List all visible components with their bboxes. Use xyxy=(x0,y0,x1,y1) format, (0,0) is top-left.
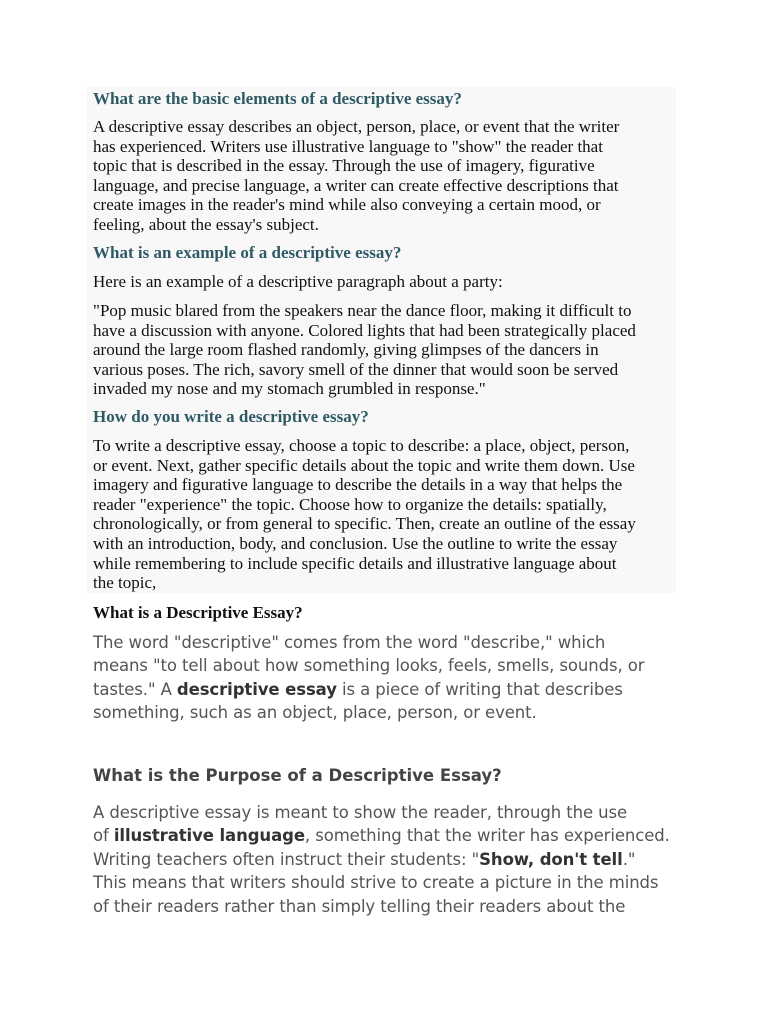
faq-answer-line: various poses. The rich, savory smell of the dinner that would soon be served xyxy=(93,359,619,379)
faq-answer-line: or event. Next, gather specific details about the topic and write them down. Use xyxy=(93,455,635,475)
text-run: ." xyxy=(622,849,636,869)
faq-answer-line: have a discussion with anyone. Colored lights that had been strategically placed xyxy=(93,320,636,340)
faq-answer-line: has experienced. Writers use illustrative language to "show" the reader that xyxy=(93,136,603,156)
paragraph-line: This means that writers should strive to create a picture in the minds xyxy=(93,873,659,893)
faq-answer-line: with an introduction, body, and conclusion. Use the outline to write the essay xyxy=(93,533,618,553)
bold-term: Show, don't tell xyxy=(479,849,623,869)
text-run: of xyxy=(93,826,114,846)
faq-answer-line: imagery and figurative language to describe the details in a way that helps the xyxy=(93,475,623,495)
faq-question-3: How do you write a descriptive essay? xyxy=(93,407,369,426)
faq-answer-3 xyxy=(93,436,683,593)
paragraph-line: A descriptive essay is meant to show the reader, through the use xyxy=(93,803,628,822)
text-run: , something that the writer has experienced. xyxy=(304,826,670,846)
faq-question-1: What are the basic elements of a descriptive essay? xyxy=(93,89,462,108)
faq-answer-line: reader "experience" the topic. Choose how to organize the details: spatially, xyxy=(93,494,607,514)
faq-answer-line: language, and precise language, a writer can create effective descriptions that xyxy=(93,175,619,195)
paragraph-line xyxy=(93,678,683,701)
section-purpose-body xyxy=(93,801,683,918)
paragraph-line: means "to tell about how something looks, feels, smells, sounds, or xyxy=(93,656,645,676)
paragraph-line: of their readers rather than simply telling their readers about the xyxy=(93,896,626,916)
section-heading: What is the Purpose of a Descriptive Essay? xyxy=(93,766,502,785)
faq-answer-line: while remembering to include specific details and illustrative language about xyxy=(93,553,617,573)
faq-intro-line: Here is an example of a descriptive paragraph about a party: xyxy=(93,272,503,291)
bold-term: descriptive essay xyxy=(176,679,337,699)
text-run: tastes." A xyxy=(93,679,177,699)
faq-answer-line: the topic, xyxy=(93,573,157,593)
faq-item-3 xyxy=(93,407,369,427)
paragraph-line: The word "descriptive" comes from the word "describe," which xyxy=(93,633,606,652)
paragraph-line: something, such as an object, place, person, or event. xyxy=(93,703,537,723)
faq-answer-line: "Pop music blared from the speakers near the dance floor, making it difficult to xyxy=(93,301,632,320)
faq-answer-line: feeling, about the essay's subject. xyxy=(93,214,319,234)
section-what-is xyxy=(93,603,683,623)
faq-intro-2 xyxy=(93,272,683,292)
faq-answer-line: chronologically, or from general to specific. Then, create an outline of the essay xyxy=(93,514,636,534)
faq-question-2: What is an example of a descriptive essay? xyxy=(93,243,402,262)
faq-answer-line: To write a descriptive essay, choose a topic to describe: a place, object, person, xyxy=(93,436,630,455)
paragraph-line xyxy=(93,848,683,871)
section-purpose xyxy=(93,765,683,787)
text-run: Writing teachers often instruct their students: " xyxy=(93,849,480,869)
paragraph-line xyxy=(93,824,683,847)
section-what-is-body xyxy=(93,631,683,725)
faq-box xyxy=(87,87,676,593)
faq-answer-line: create images in the reader's mind while also conveying a certain mood, or xyxy=(93,195,601,215)
faq-answer-line: A descriptive essay describes an object, person, place, or event that the writer xyxy=(93,117,620,136)
faq-answer-2 xyxy=(93,301,683,399)
bold-term: illustrative language xyxy=(113,826,305,846)
faq-answer-line: invaded my nose and my stomach grumbled in response." xyxy=(93,379,486,399)
faq-answer-line: around the large room flashed randomly, giving glimpses of the dancers in xyxy=(93,340,599,360)
text-run: is a piece of writing that describes xyxy=(336,679,623,699)
section-heading: What is a Descriptive Essay? xyxy=(93,603,303,622)
faq-answer-1 xyxy=(93,117,683,235)
faq-answer-line: topic that is described in the essay. Through the use of imagery, figurative xyxy=(93,156,595,176)
faq-item-1 xyxy=(93,89,462,109)
faq-item-2 xyxy=(93,243,401,263)
